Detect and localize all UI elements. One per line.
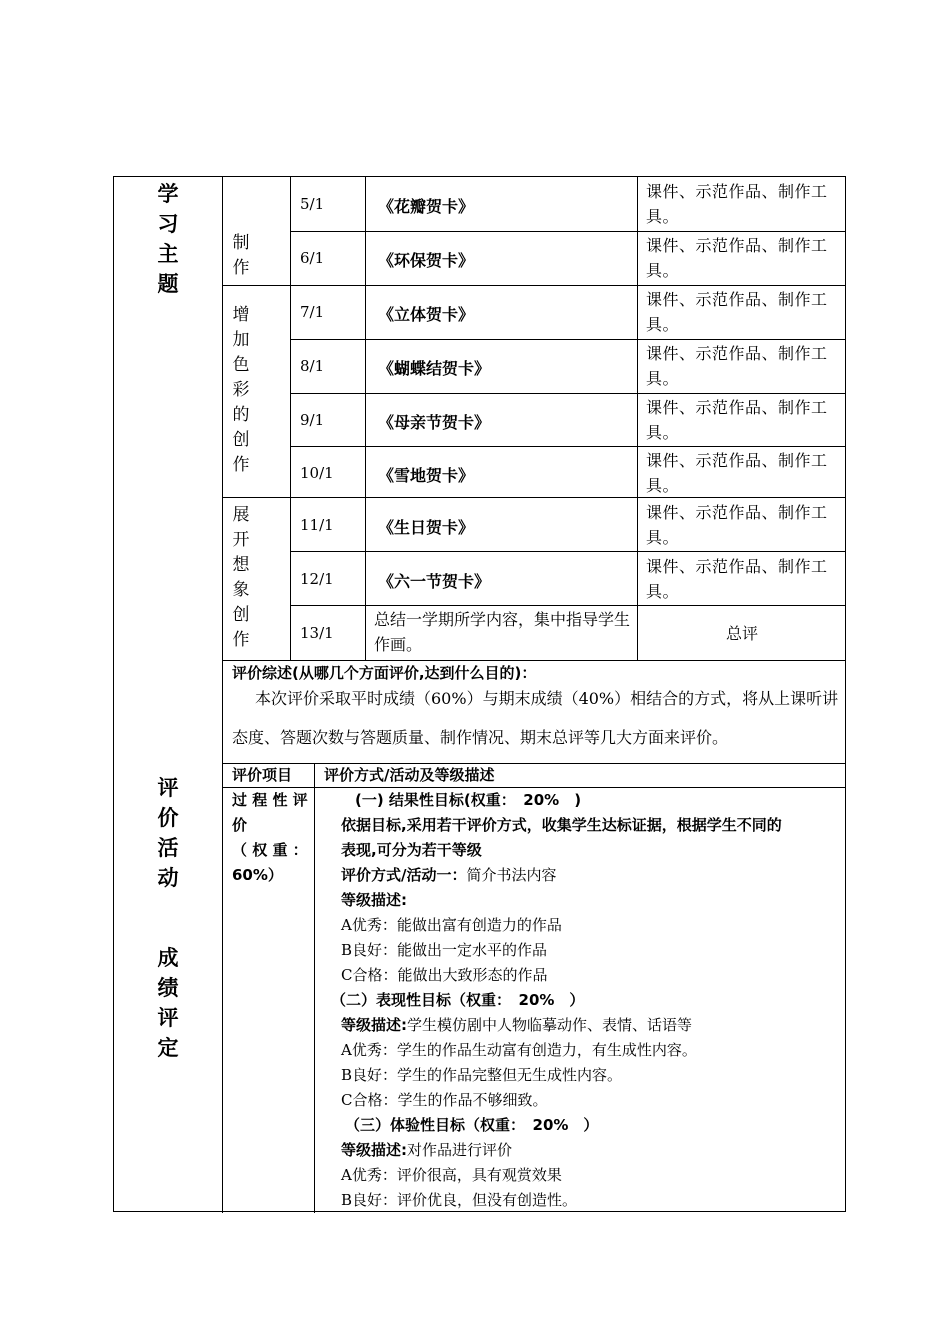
lesson-title: 《六一节贺卡》 bbox=[378, 572, 491, 591]
group-label-color bbox=[230, 303, 252, 478]
eval-line: A优秀：能做出富有创造力的作品 bbox=[341, 916, 562, 934]
lesson-title: 《雪地贺卡》 bbox=[378, 466, 475, 485]
divider bbox=[222, 177, 223, 1213]
lesson-number: 9/1 bbox=[300, 411, 325, 429]
lesson-number: 11/1 bbox=[300, 516, 334, 534]
divider bbox=[290, 177, 291, 660]
side-char: 活 bbox=[157, 836, 179, 860]
lesson-title: 《生日贺卡》 bbox=[378, 518, 475, 537]
lesson-title: 《母亲节贺卡》 bbox=[378, 413, 491, 432]
lesson-title: 《花瓣贺卡》 bbox=[378, 197, 475, 216]
eval-line: A优秀：学生的作品生动富有创造力，有生成性内容。 bbox=[341, 1041, 697, 1059]
eval-line: （二）表现性目标（权重： 20% ） bbox=[331, 991, 585, 1009]
eval-line: C合格：能做出大致形态的作品 bbox=[341, 966, 548, 984]
side-char: 学 bbox=[157, 182, 179, 206]
side-char: 成 bbox=[157, 946, 179, 970]
lesson-number: 7/1 bbox=[300, 303, 325, 321]
eval-line: B良好：学生的作品完整但无生成性内容。 bbox=[341, 1066, 623, 1084]
lesson-title: 《蝴蝶结贺卡》 bbox=[378, 359, 491, 378]
group-char: 色 bbox=[232, 355, 250, 375]
divider bbox=[290, 393, 846, 394]
group-char: 创 bbox=[232, 605, 250, 625]
group-label-make bbox=[230, 231, 252, 281]
lesson-resources: 课件、示范作品、制作工具。 bbox=[646, 557, 828, 601]
divider bbox=[290, 231, 846, 232]
eval-item-weight: 60%） bbox=[232, 866, 283, 884]
side-char: 评 bbox=[157, 776, 179, 800]
group-char: 展 bbox=[232, 505, 250, 525]
lesson-number: 12/1 bbox=[300, 570, 334, 588]
lesson-resources: 课件、示范作品、制作工具。 bbox=[646, 236, 828, 280]
lesson-number: 5/1 bbox=[300, 195, 325, 213]
group-char: 彩 bbox=[232, 380, 250, 400]
lesson-number: 8/1 bbox=[300, 357, 325, 375]
side-char: 主 bbox=[157, 242, 179, 266]
divider bbox=[222, 763, 846, 764]
eval-line: C合格：学生的作品不够细致。 bbox=[341, 1091, 548, 1109]
summary-line-2: 态度、答题次数与答题质量、制作情况、期末总评等几大方面来评价。 bbox=[232, 728, 729, 747]
lesson-number: 6/1 bbox=[300, 249, 325, 267]
eval-line: (一) 结果性目标(权重： 20% ) bbox=[355, 791, 582, 809]
side-char: 绩 bbox=[157, 976, 179, 1000]
lesson-number: 13/1 bbox=[300, 624, 334, 642]
summary-heading: 评价综述(从哪几个方面评价,达到什么目的)： bbox=[232, 664, 537, 682]
side-char: 习 bbox=[157, 212, 179, 236]
summary-line-1: 本次评价采取平时成绩（60%）与期末成绩（40%）相结合的方式，将从上课听讲 bbox=[255, 689, 839, 708]
group-char: 创 bbox=[232, 430, 250, 450]
divider bbox=[290, 339, 846, 340]
eval-item-line: （ 权 重 ： bbox=[232, 841, 308, 859]
eval-line: A优秀：评价很高，具有观赏效果 bbox=[341, 1166, 562, 1184]
side-char: 定 bbox=[157, 1036, 179, 1060]
lesson-resources: 课件、示范作品、制作工具。 bbox=[646, 451, 828, 495]
group-char: 开 bbox=[232, 530, 250, 550]
group-char: 想 bbox=[232, 555, 250, 575]
side-label-study-topic bbox=[148, 179, 188, 299]
group-char: 象 bbox=[232, 580, 250, 600]
eval-line: 等级描述:对作品进行评价 bbox=[341, 1141, 513, 1159]
side-char: 动 bbox=[157, 866, 179, 890]
side-label-grading bbox=[148, 943, 188, 1063]
lesson-resources: 课件、示范作品、制作工具。 bbox=[646, 290, 828, 334]
lesson-resources: 课件、示范作品、制作工具。 bbox=[646, 182, 828, 226]
side-char: 评 bbox=[157, 1006, 179, 1030]
lesson-number: 10/1 bbox=[300, 464, 334, 482]
divider bbox=[290, 551, 846, 552]
lesson-resources-final: 总评 bbox=[725, 624, 758, 643]
group-char: 作 bbox=[232, 630, 250, 650]
group-char: 制 bbox=[232, 233, 250, 253]
divider bbox=[290, 446, 846, 447]
lesson-resources: 课件、示范作品、制作工具。 bbox=[646, 398, 828, 442]
col-header-item: 评价项目 bbox=[232, 766, 293, 784]
lesson-resources: 课件、示范作品、制作工具。 bbox=[646, 503, 828, 547]
divider bbox=[314, 764, 315, 1213]
group-char: 加 bbox=[232, 330, 250, 350]
divider bbox=[222, 285, 846, 286]
col-header-method: 评价方式/活动及等级描述 bbox=[324, 766, 495, 784]
lesson-resources: 课件、示范作品、制作工具。 bbox=[646, 344, 828, 388]
eval-line: 评价方式/活动一：简介书法内容 bbox=[341, 866, 557, 884]
side-char: 题 bbox=[157, 272, 179, 296]
eval-item-line: 过 程 性 评 bbox=[232, 791, 308, 809]
divider bbox=[637, 177, 638, 660]
eval-line: 表现,可分为若干等级 bbox=[341, 841, 482, 859]
lesson-summary-text: 总结一学期所学内容，集中指导学生作画。 bbox=[374, 610, 631, 654]
eval-line: B良好：评价优良，但没有创造性。 bbox=[341, 1191, 578, 1209]
group-char: 作 bbox=[232, 455, 250, 475]
group-char: 作 bbox=[232, 258, 250, 278]
eval-line: B良好：能做出一定水平的作品 bbox=[341, 941, 548, 959]
evaluation-table bbox=[113, 176, 846, 1212]
eval-item-line: 价 bbox=[232, 816, 248, 834]
side-char: 价 bbox=[157, 806, 179, 830]
eval-line: （三）体验性目标（权重： 20% ） bbox=[345, 1116, 599, 1134]
lesson-title: 《环保贺卡》 bbox=[378, 251, 475, 270]
eval-line: 等级描述: bbox=[341, 891, 407, 909]
lesson-title: 《立体贺卡》 bbox=[378, 305, 475, 324]
divider bbox=[365, 177, 366, 660]
divider bbox=[290, 605, 846, 606]
side-label-evaluation bbox=[148, 773, 188, 893]
eval-line: 依据目标,采用若干评价方式，收集学生达标证据，根据学生不同的 bbox=[341, 816, 782, 834]
group-label-imagine bbox=[230, 503, 252, 653]
eval-line: 等级描述:学生模仿剧中人物临摹动作、表情、话语等 bbox=[341, 1016, 693, 1034]
group-char: 增 bbox=[232, 305, 250, 325]
group-char: 的 bbox=[232, 405, 250, 425]
